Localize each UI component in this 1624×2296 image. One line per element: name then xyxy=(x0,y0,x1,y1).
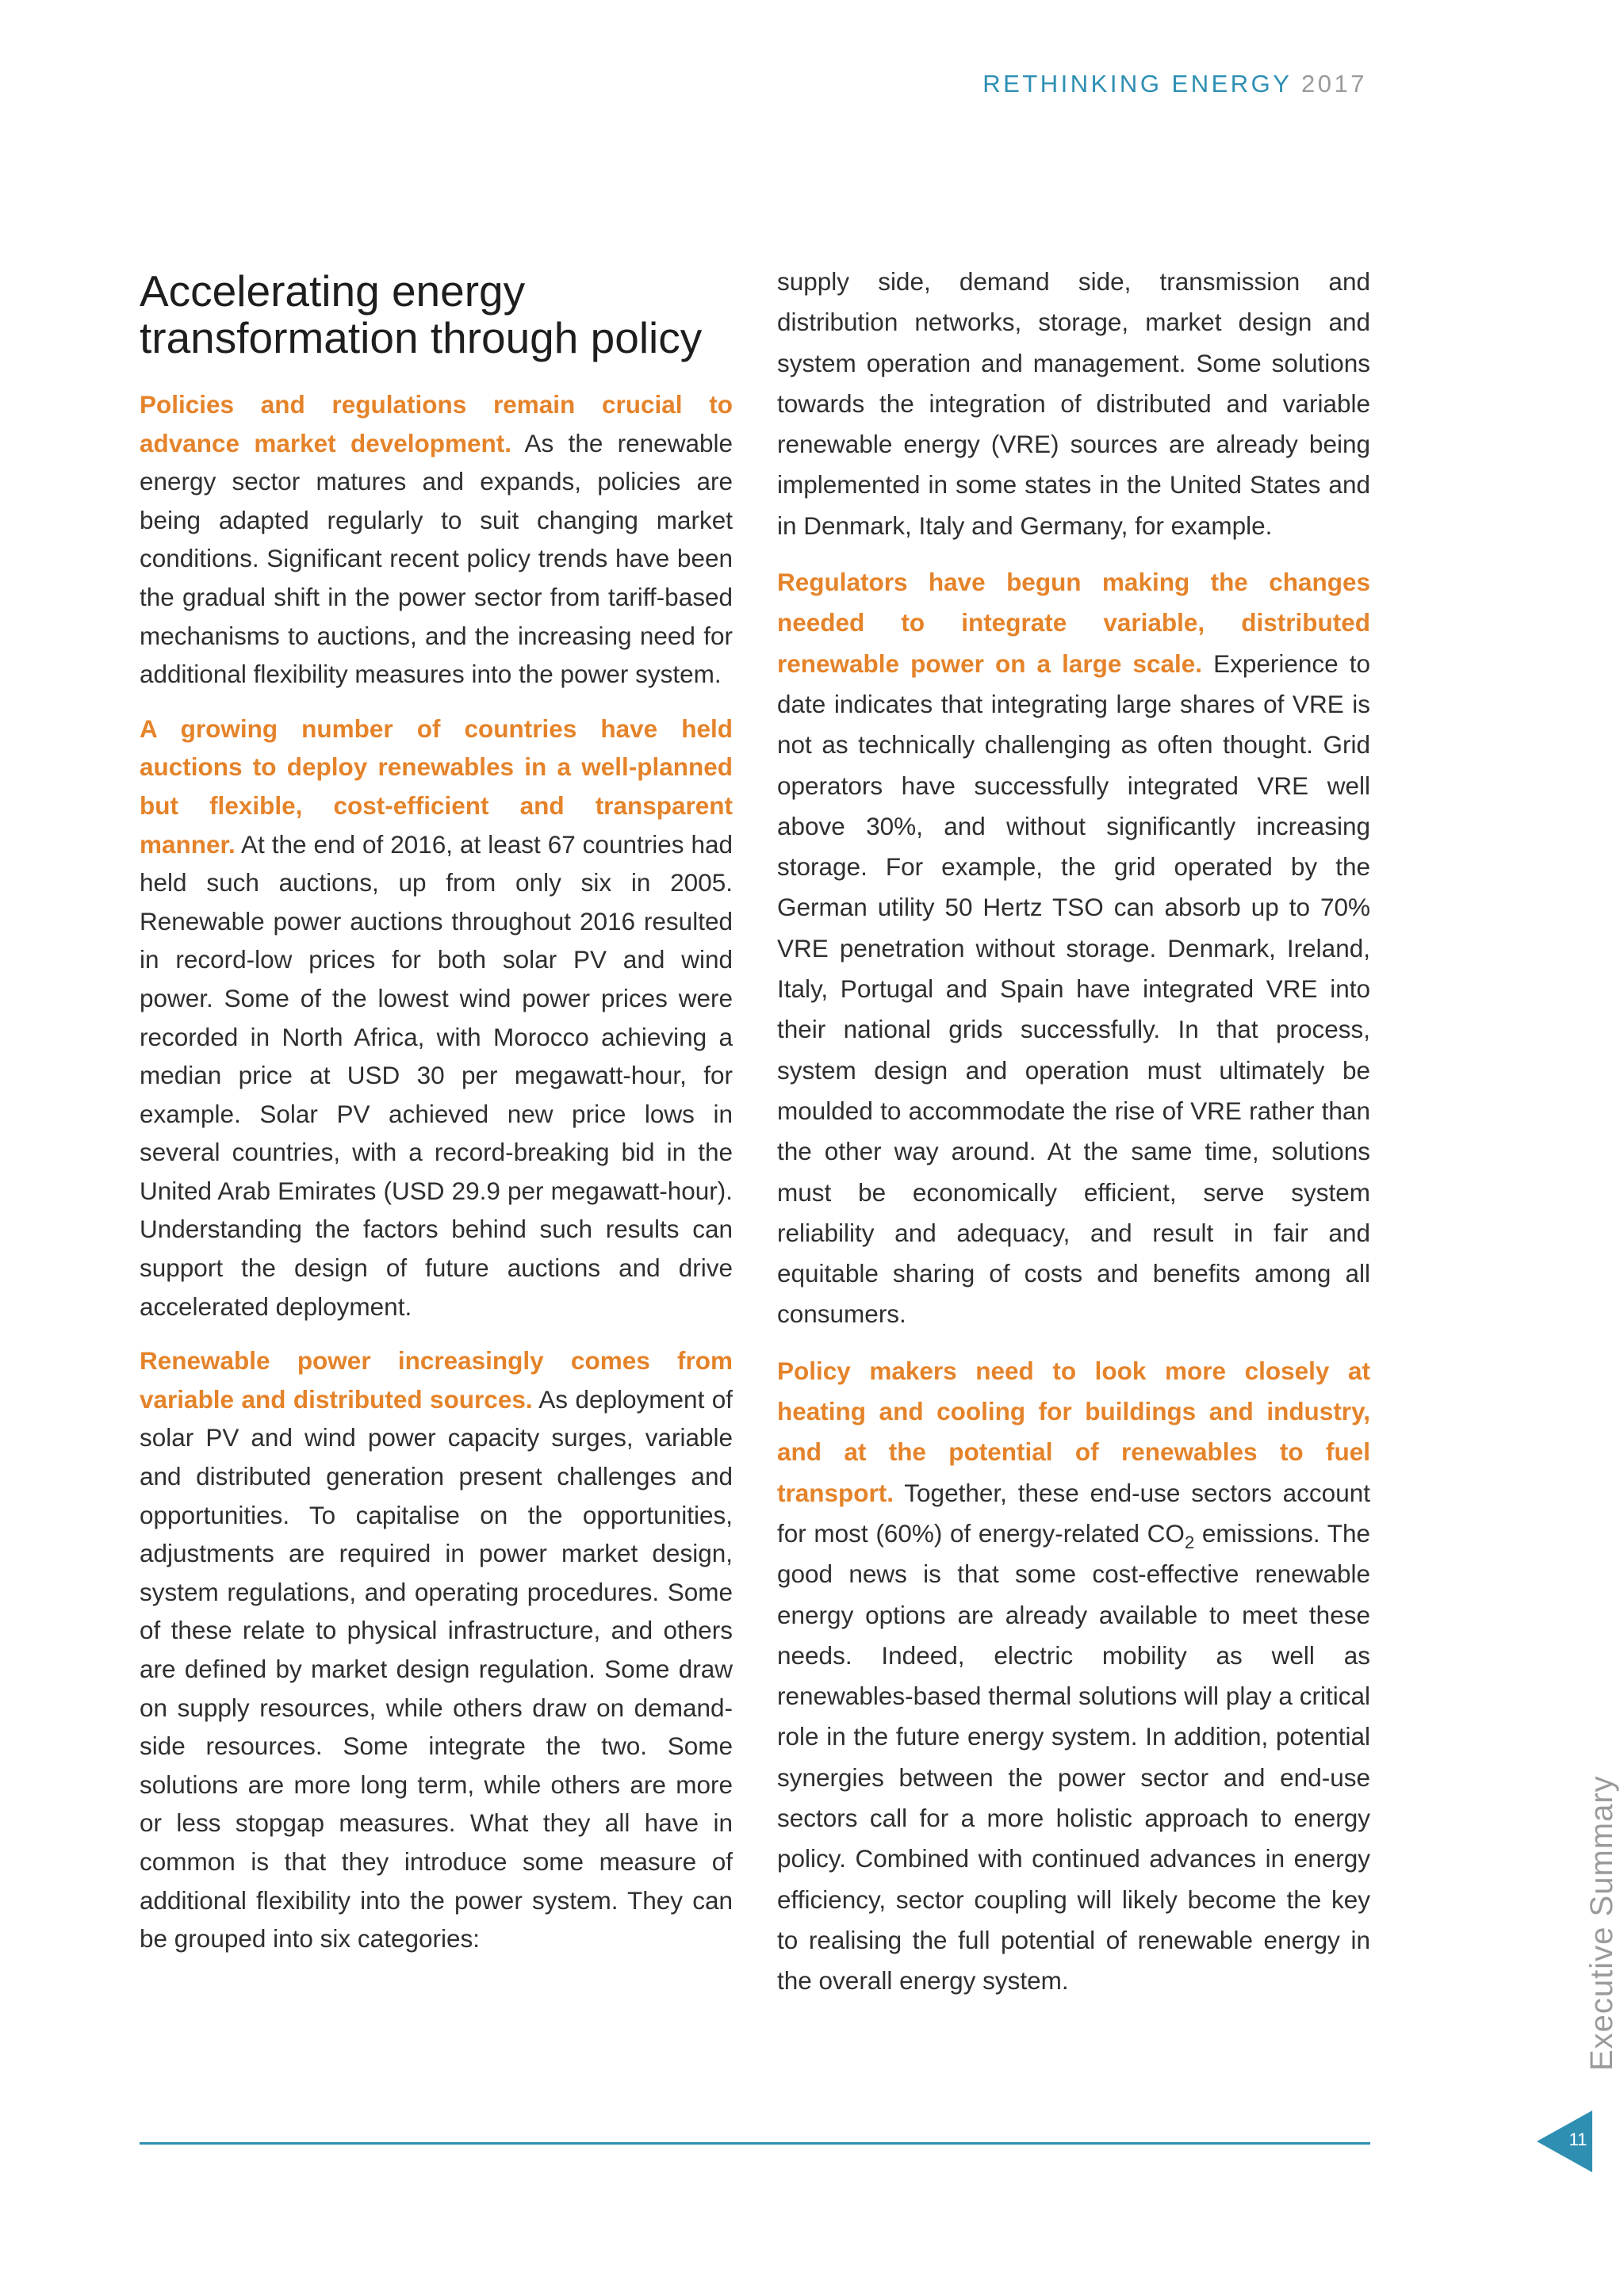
subscript: 2 xyxy=(1184,1532,1195,1552)
paragraph-lead: Policies and regulations remain crucial to advance market development. xyxy=(140,390,733,457)
paragraph-lead: Renewable power increasingly comes from variable and distributed sources. xyxy=(140,1346,733,1414)
paragraph-body: Experience to date indicates that integrating large shares of VRE is not as technically challenging as often thought. Grid operators have successfully integrated VRE well above 30%, and without significantly increasing storage. For example, the grid operated by the German utility 50 Hertz TSO can absorb up to 70% VRE penetration without storage. Denmark, Ireland, Italy, Portugal and Spain have integrated VRE into their national grids successfully. In that process, system design and operation must ultimately be moulded to accommodate the rise of VRE rather than the other way around. At the same time, solutions must be economically efficient, serve system reliability and adequacy, and result in fair and equitable sharing of costs and benefits among all consumers. xyxy=(777,649,1370,1329)
paragraph-body: Together, these end-use sectors account for most (60%) of energy-related CO xyxy=(777,1478,1370,1548)
paragraph-body: emissions. The good news is that some cost-effective renewable energy options are already available to meet these needs. Indeed, electric mobility as well as renewables-based thermal solutions will play a critical role in the future energy system. In addition, potential synergies between the power sector and end-use sectors call for a more holistic approach to energy policy. Combined with continued advances in energy efficiency, sector coupling will likely become the key to realising the full potential of renewable energy in the overall energy system. xyxy=(777,1518,1370,1996)
paragraph xyxy=(140,710,733,1326)
paragraph xyxy=(140,1341,733,1958)
header-brand: RETHINKING ENERGY xyxy=(982,70,1292,98)
paragraph-body: As the renewable energy sector matures and expands, policies are being adapted regularly to suit changing market conditions. Significant recent policy trends have been the gradual shift in the power sector from tariff-based mechanisms to auctions, and the increasing need for additional flexibility measures into the power system. xyxy=(140,428,733,689)
page-title: Accelerating energy transformation through policy xyxy=(140,266,703,362)
header-year: 2017 xyxy=(1301,70,1367,98)
left-column xyxy=(140,263,733,1974)
page-number: 11 xyxy=(1568,2130,1588,2149)
paragraph-lead: Regulators have begun making the changes needed to integrate variable, distributed renewable power on a large scale. xyxy=(777,568,1370,678)
paragraph xyxy=(140,385,733,694)
footer-rule xyxy=(140,2142,1370,2145)
paragraph-body: As deployment of solar PV and wind power capacity surges, variable and distributed generation present challenges and opportunities. To capitalise on the opportunities, adjustments are required in power market design, system regulations, and operating procedures. Some of these relate to physical infrastructure, and others are defined by market design regulation. Some draw on supply resources, while others draw on demand-side resources. Some integrate the two. Some solutions are more long term, while others are more or less stopgap measures. What they all have in common is that they introduce some measure of additional flexibility into the power system. They can be grouped into six categories: xyxy=(140,1384,733,1954)
section-side-label: Executive Summary xyxy=(1584,1775,1619,2071)
paragraph-lead: Policy makers need to look more closely at heating and cooling for buildings and industry, and at the potential of renewables to fuel transport. xyxy=(777,1356,1370,1507)
paragraph-lead: A growing number of countries have held auctions to deploy renewables in a well-planned but flexible, cost-efficient and transparent manner. xyxy=(140,714,733,859)
paragraph xyxy=(777,1351,1370,2002)
paragraph-body: At the end of 2016, at least 67 countries had held such auctions, up from only six in 2005. Renewable power auctions throughout 2016 resulted in record-low prices for both solar PV and wind power. Some of the lowest wind power prices were recorded in North Africa, with Morocco achieving a median price at USD 30 per megawatt-hour, for example. Solar PV achieved new price lows in several countries, with a record-breaking bid in the United Arab Emirates (USD 29.9 per megawatt-hour). Understanding the factors behind such results can support the design of future auctions and drive accelerated deployment. xyxy=(140,829,733,1321)
right-column xyxy=(777,263,1370,2017)
paragraph xyxy=(777,562,1370,1335)
running-header xyxy=(982,70,1367,98)
paragraph: supply side, demand side, transmission and distribution networks, storage, market design and system operation and management. Some solutions towards the integration of distributed and variable renewable energy (VRE) sources are already being implemented in some states in the United States and in Denmark, Italy and Germany, for example. xyxy=(777,267,1370,540)
